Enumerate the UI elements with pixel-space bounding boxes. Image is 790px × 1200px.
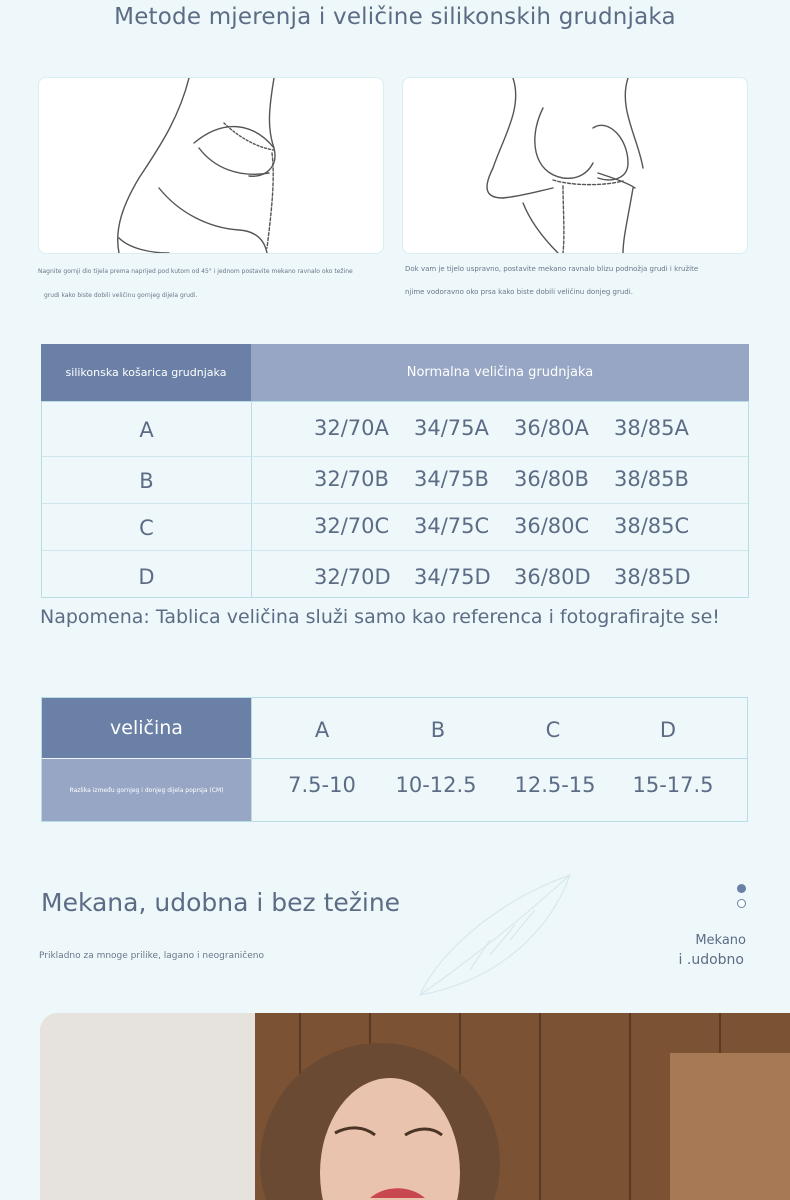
size-cell: 34/75B bbox=[414, 467, 489, 491]
size-list bbox=[314, 565, 714, 589]
caption-left-line2: grudi kako biste dobili veličinu gornjeg dijela grudi. bbox=[44, 292, 198, 299]
size-cell: 38/85D bbox=[614, 565, 691, 589]
size-cell: 38/85C bbox=[614, 514, 690, 538]
carousel-dot[interactable] bbox=[737, 899, 746, 908]
table-divider bbox=[251, 698, 252, 821]
cup-label: A bbox=[139, 418, 154, 442]
section-title: Mekana, udobna i bez težine bbox=[41, 888, 401, 917]
photo-illustration bbox=[40, 1013, 790, 1200]
measurement-illustration-lower bbox=[402, 77, 748, 254]
cup-label: D bbox=[138, 565, 155, 589]
size-cell: 32/70D bbox=[314, 565, 391, 589]
leaf-decoration-icon bbox=[380, 870, 620, 1000]
caption-right-line1: Dok vam je tijelo uspravno, postavite mekano ravnalo blizu podnožja grudi i kružite bbox=[405, 265, 699, 273]
size-cell: 34/75A bbox=[414, 416, 489, 440]
table-row bbox=[42, 402, 748, 457]
size-cell: 32/70C bbox=[314, 514, 390, 538]
illustration-lean-forward bbox=[39, 78, 383, 253]
size-cell: 36/80C bbox=[514, 514, 590, 538]
size-list bbox=[314, 467, 714, 491]
carousel-dot-active[interactable] bbox=[737, 884, 746, 893]
diff-value: 7.5-10 bbox=[288, 773, 356, 797]
size-cell: 34/75D bbox=[414, 565, 491, 589]
diff-cup-label: B bbox=[430, 718, 446, 742]
size-cell: 32/70A bbox=[314, 416, 389, 440]
cup-label: C bbox=[139, 516, 154, 540]
diff-cup-label: A bbox=[314, 718, 330, 742]
size-table-header-size: Normalna veličina grudnjaka bbox=[251, 344, 749, 401]
measurement-illustration-upper bbox=[38, 77, 384, 254]
diff-cup-label: D bbox=[659, 718, 677, 742]
size-cell: 34/75C bbox=[414, 514, 490, 538]
size-cell: 38/85B bbox=[614, 467, 689, 491]
diff-value: 12.5-15 bbox=[514, 773, 596, 797]
table-row bbox=[42, 551, 748, 597]
size-note: Napomena: Tablica veličina služi samo kao referenca i fotografirajte se! bbox=[40, 606, 720, 628]
illustration-upright bbox=[403, 78, 747, 253]
table-divider bbox=[251, 758, 747, 759]
diff-value: 15-17.5 bbox=[632, 773, 714, 797]
page-title: Metode mjerenja i veličine silikonskih grudnjaka bbox=[114, 4, 676, 30]
caption-left-line1: Nagnite gornji dio tijela prema naprijed pod kutom od 45° i jednom postavite mekano ravnalo oko težine bbox=[38, 268, 353, 275]
section-subtitle: Prikladno za mnoge prilike, lagano i neograničeno bbox=[39, 951, 264, 961]
size-cell: 36/80A bbox=[514, 416, 589, 440]
side-caption-line1: Mekano bbox=[695, 933, 746, 948]
size-cell: 38/85A bbox=[614, 416, 689, 440]
table-row bbox=[42, 504, 748, 551]
cup-label: B bbox=[139, 469, 154, 493]
size-table-header-cup: silikonska košarica grudnjaka bbox=[41, 344, 251, 401]
caption-right-line2: njime vodoravno oko prsa kako biste dobili veličinu donjeg grudi. bbox=[405, 288, 633, 296]
table-row bbox=[42, 457, 748, 504]
size-cell: 36/80B bbox=[514, 467, 589, 491]
bust-difference-table bbox=[41, 697, 748, 822]
diff-value: 10-12.5 bbox=[395, 773, 477, 797]
diff-table-header-diff: Razlika između gornjeg i donjeg dijela poprsja (CM) bbox=[42, 759, 251, 821]
size-table bbox=[41, 401, 749, 598]
size-cell: 36/80D bbox=[514, 565, 591, 589]
diff-cup-label: C bbox=[545, 718, 561, 742]
diff-table-header-size: veličina bbox=[42, 698, 251, 758]
size-list bbox=[314, 416, 714, 440]
product-photo bbox=[40, 1013, 790, 1200]
side-caption-line2: i .udobno bbox=[678, 952, 744, 968]
size-list bbox=[314, 514, 714, 538]
size-cell: 32/70B bbox=[314, 467, 389, 491]
